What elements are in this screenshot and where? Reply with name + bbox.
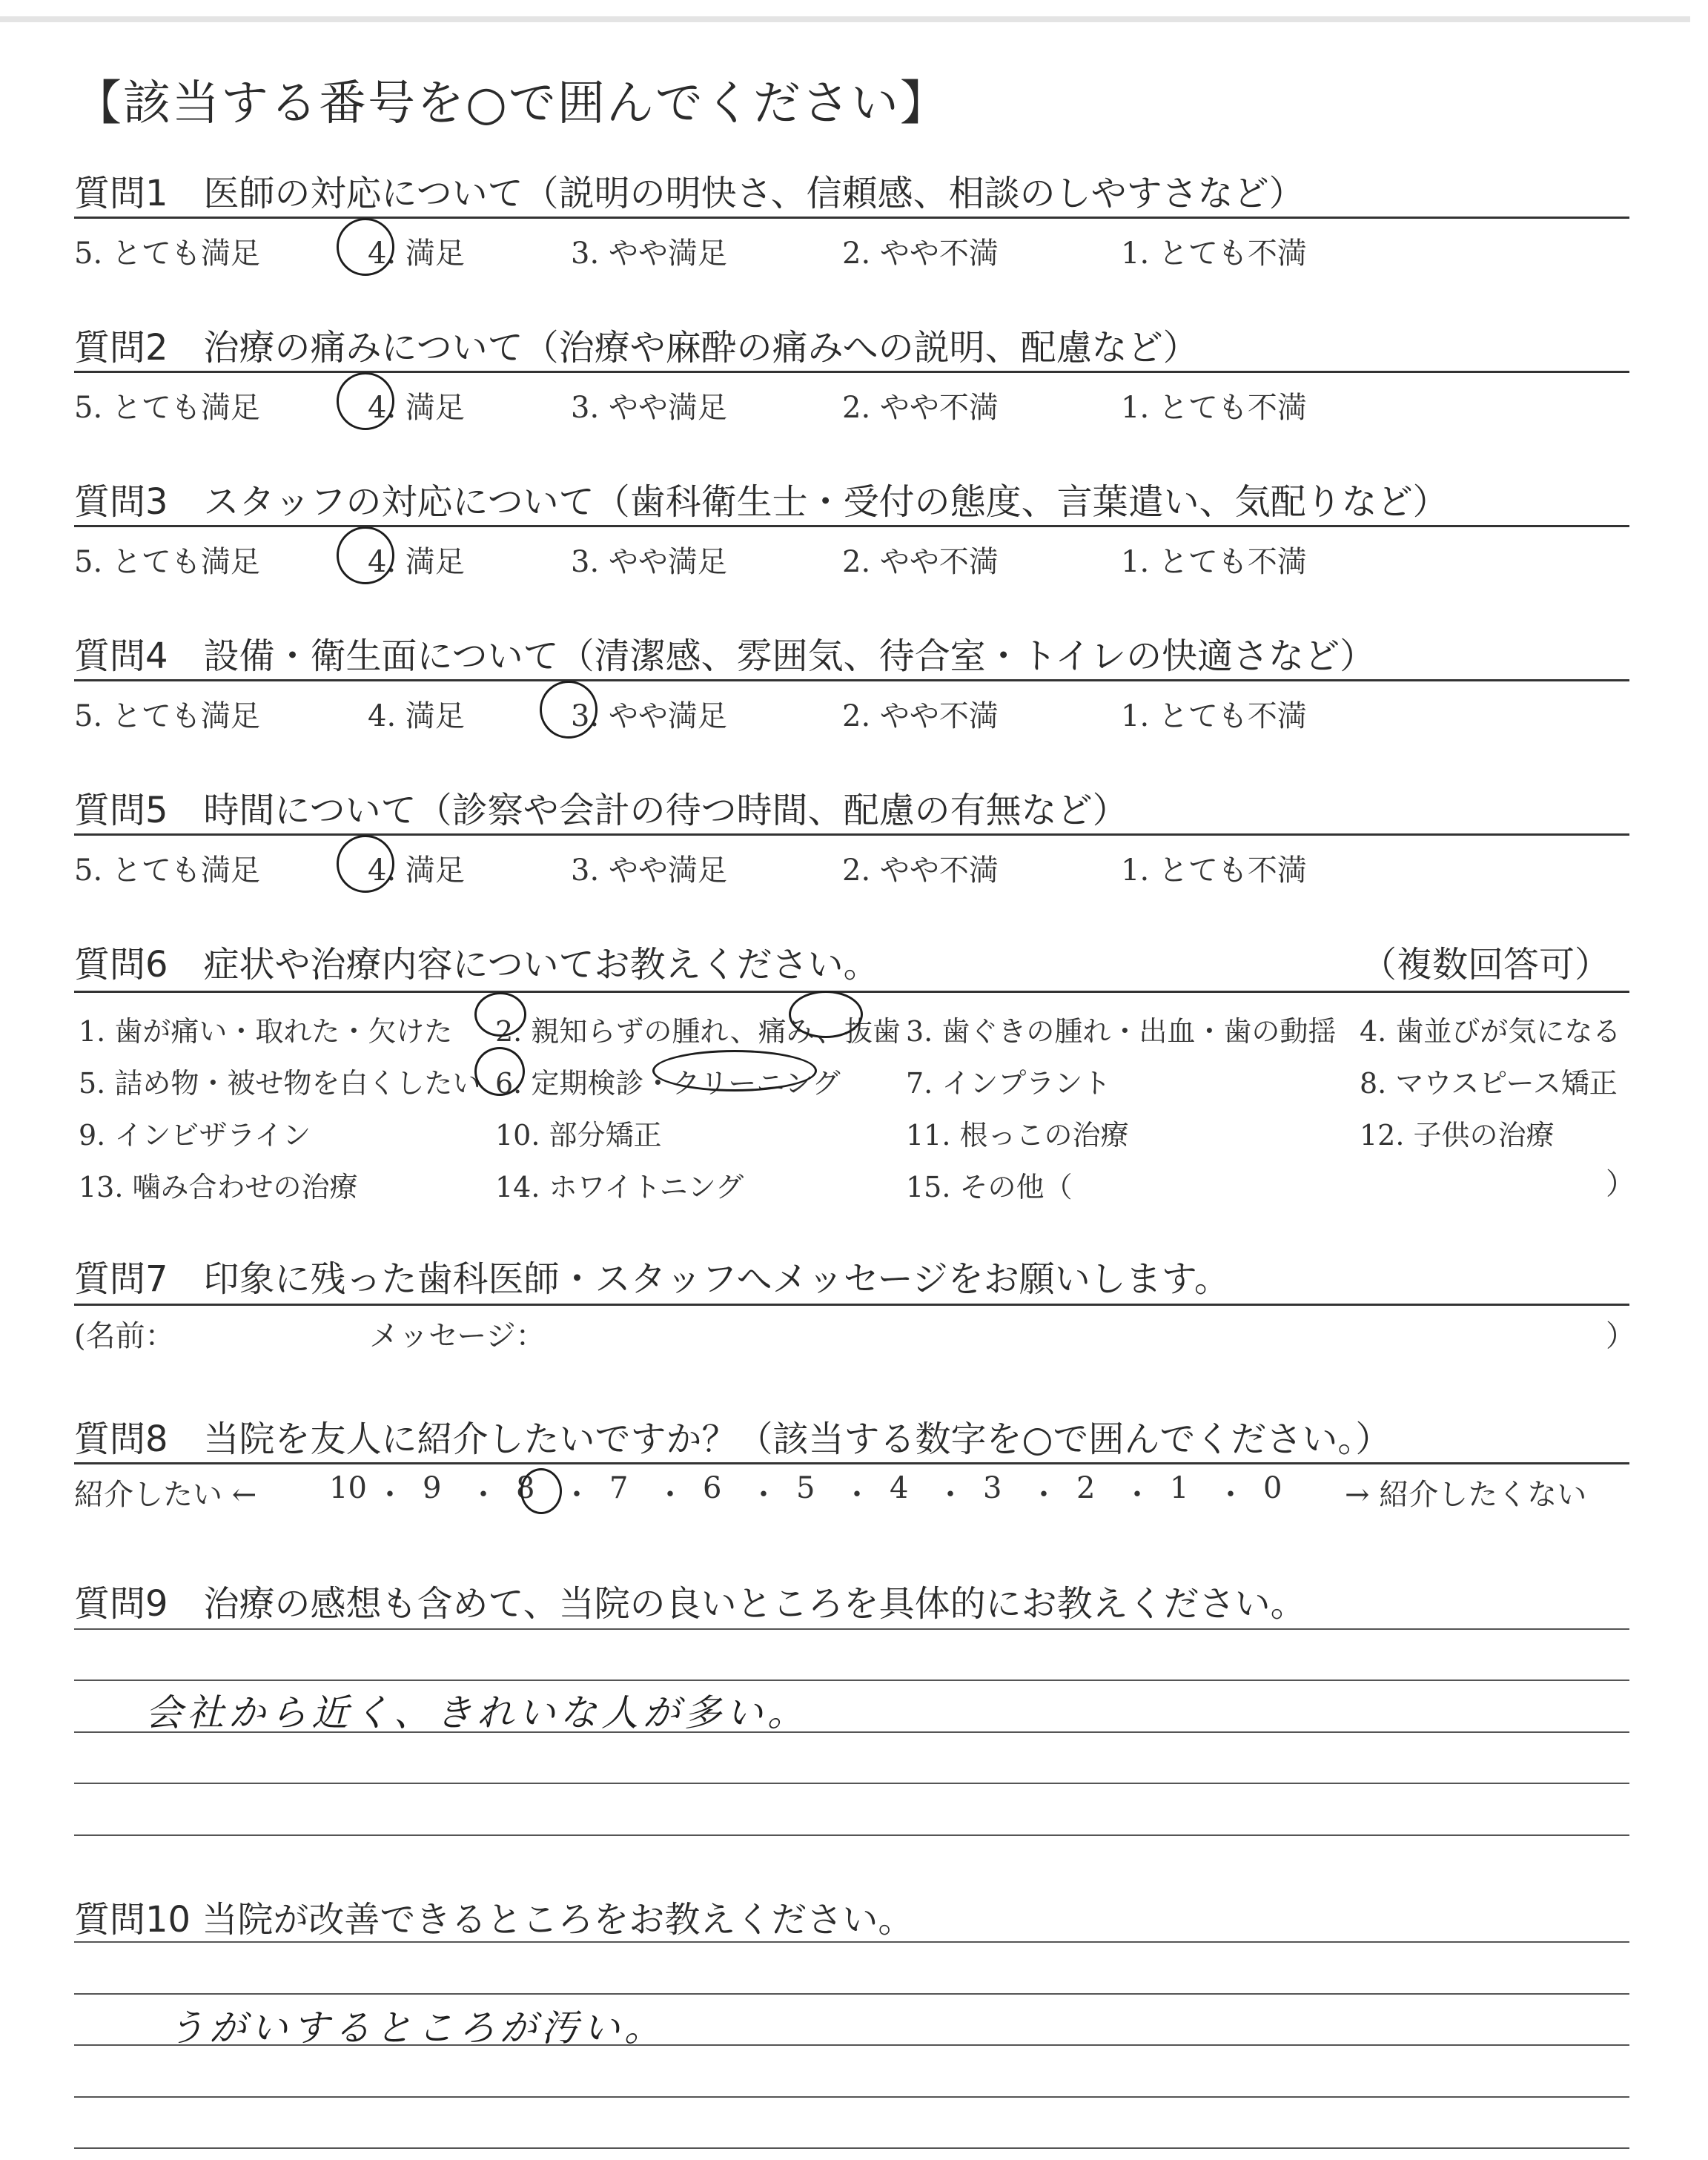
q5-option-5: 5. とても満足	[74, 853, 260, 888]
q6-option-9: 9. インビザライン	[79, 1119, 311, 1152]
q8-scale-3: 3	[983, 1471, 1002, 1505]
q1-option-2: 2. やや不満	[842, 237, 999, 271]
q8-scale-separator: ・	[1216, 1478, 1245, 1512]
q7-close-paren: ）	[1606, 1319, 1635, 1353]
q6-note: （複数回答可）	[1361, 944, 1611, 985]
q8-scale-separator: ・	[469, 1478, 498, 1512]
q8-rule	[74, 1462, 1629, 1464]
q6-selection-circle-2	[474, 992, 526, 1037]
q10-title: 質問10 当院が改善できるところをお教えください。	[74, 1899, 914, 1941]
q2-option-5: 5. とても満足	[74, 391, 260, 425]
q6-option-13: 13. 噛み合わせの治療	[79, 1171, 358, 1203]
q3-option-4: 4. 満足	[368, 545, 465, 579]
q6-option-15: 15. その他（	[906, 1171, 1073, 1203]
q4-title: 質問4 設備・衛生面について（清潔感、雰囲気、待合室・トイレの快適さなど）	[74, 635, 1376, 677]
q9-line	[74, 1783, 1629, 1784]
q8-scale-separator: ・	[655, 1478, 685, 1512]
q1-option-1: 1. とても不満	[1121, 237, 1307, 271]
q5-selection-circle	[337, 835, 394, 893]
q6-option-7: 7. インプラント	[906, 1067, 1111, 1100]
q9-line	[74, 1628, 1629, 1630]
q9-title: 質問9 治療の感想も含めて、当院の良いところを具体的にお教えください。	[74, 1583, 1306, 1625]
q5-option-1: 1. とても不満	[1121, 853, 1307, 888]
q1-title: 質問1 医師の対応について（説明の明快さ、信頼感、相談のしやすさなど）	[74, 173, 1305, 214]
q8-scale-separator: ・	[842, 1478, 872, 1512]
q2-option-2: 2. やや不満	[842, 391, 999, 425]
q6-rule	[74, 991, 1629, 993]
q8-scale-10: 10	[329, 1471, 367, 1505]
q4-option-2: 2. やや不満	[842, 699, 999, 733]
q8-scale-5: 5	[796, 1471, 815, 1505]
q8-scale-1: 1	[1170, 1471, 1189, 1505]
scan-top-edge	[0, 16, 1690, 22]
q8-scale-6: 6	[703, 1471, 722, 1505]
q6-option-10: 10. 部分矯正	[495, 1119, 662, 1152]
q5-rule	[74, 833, 1629, 836]
q6-option-5: 5. 詰め物・被せ物を白くしたい	[79, 1067, 481, 1100]
q6-option-14: 14. ホワイトニング	[495, 1171, 744, 1203]
q1-selection-circle	[337, 218, 394, 276]
q6-selection-circle-6	[474, 1047, 525, 1096]
q9-handwritten-answer: 会社から近く、きれいな人が多い。	[145, 1691, 809, 1734]
q6-option-12: 12. 子供の治療	[1360, 1119, 1555, 1152]
q6-option-1: 1. 歯が痛い・取れた・欠けた	[79, 1015, 453, 1048]
q1-option-4: 4. 満足	[368, 237, 465, 271]
q7-message-label: メッセージ：	[369, 1319, 546, 1353]
q8-scale-0: 0	[1263, 1471, 1282, 1505]
q3-option-2: 2. やや不満	[842, 545, 999, 579]
q6-option-11: 11. 根っこの治療	[906, 1119, 1129, 1152]
q6-selection-circle-extraction	[789, 991, 863, 1038]
q3-option-3: 3. やや満足	[571, 545, 727, 579]
q5-option-3: 3. やや満足	[571, 853, 727, 888]
form-header: 【該当する番号を○で囲んでください】	[74, 76, 949, 131]
q6-selection-circle-cleaning	[652, 1050, 817, 1091]
q10-line	[74, 2096, 1629, 2098]
q8-scale-separator: ・	[1029, 1478, 1059, 1512]
q2-option-4: 4. 満足	[368, 391, 465, 425]
q8-scale-7: 7	[609, 1471, 629, 1505]
q8-scale-separator: ・	[375, 1478, 405, 1512]
q8-scale-4: 4	[890, 1471, 909, 1505]
q8-right-label: → 紹介したくない	[1345, 1478, 1587, 1512]
q8-scale-2: 2	[1076, 1471, 1096, 1505]
q10-line	[74, 2147, 1629, 2149]
q3-selection-circle	[337, 526, 394, 584]
q6-option-6: 6. 定期検診・クリーニング	[495, 1067, 841, 1100]
q4-option-5: 5. とても満足	[74, 699, 260, 733]
q9-line	[74, 1834, 1629, 1836]
q7-name-label: (名前：	[74, 1319, 175, 1353]
q8-scale-separator: ・	[562, 1478, 592, 1512]
q4-selection-circle	[540, 681, 598, 739]
q2-option-3: 3. やや満足	[571, 391, 727, 425]
q4-rule	[74, 679, 1629, 681]
q9-line	[74, 1680, 1629, 1681]
q8-title: 質問8 当院を友人に紹介したいですか？（該当する数字を○で囲んでください。）	[74, 1418, 1391, 1460]
q6-close-paren: ）	[1606, 1167, 1635, 1201]
q5-option-2: 2. やや不満	[842, 853, 999, 888]
q6-option-3: 3. 歯ぐきの腫れ・出血・歯の動揺	[906, 1015, 1337, 1048]
q8-scale-separator: ・	[749, 1478, 778, 1512]
q2-option-1: 1. とても不満	[1121, 391, 1307, 425]
q2-selection-circle	[337, 372, 394, 430]
q2-rule	[74, 371, 1629, 373]
q4-option-1: 1. とても不満	[1121, 699, 1307, 733]
q3-option-1: 1. とても不満	[1121, 545, 1307, 579]
q8-scale-8: 8	[516, 1471, 535, 1505]
q8-scale-separator: ・	[936, 1478, 965, 1512]
q4-option-3: 3. やや満足	[571, 699, 727, 733]
q1-option-5: 5. とても満足	[74, 237, 260, 271]
q3-title: 質問3 スタッフの対応について（歯科衛生士・受付の態度、言葉遣い、気配りなど）	[74, 481, 1449, 523]
q1-option-3: 3. やや満足	[571, 237, 727, 271]
q8-scale-separator: ・	[1122, 1478, 1152, 1512]
q6-option-2: 2. 親知らずの腫れ、痛み、抜歯	[495, 1015, 901, 1048]
q6-option-8: 8. マウスピース矯正	[1360, 1067, 1618, 1100]
q6-option-4: 4. 歯並びが気になる	[1360, 1015, 1621, 1048]
q1-rule	[74, 217, 1629, 219]
q8-scale-9: 9	[423, 1471, 442, 1505]
q7-title: 質問7 印象に残った歯科医師・スタッフへメッセージをお願いします。	[74, 1258, 1230, 1300]
q10-handwritten-answer: うがいするところが汚い。	[168, 2007, 666, 2050]
q2-title: 質問2 治療の痛みについて（治療や麻酔の痛みへの説明、配慮など）	[74, 327, 1199, 369]
q8-left-label: 紹介したい ←	[74, 1478, 257, 1512]
q8-selection-circle	[520, 1468, 562, 1514]
q7-rule	[74, 1304, 1629, 1306]
q10-line	[74, 1993, 1629, 1995]
q4-option-4: 4. 満足	[368, 699, 465, 733]
q5-option-4: 4. 満足	[368, 853, 465, 888]
q6-title: 質問6 症状や治療内容についてお教えください。	[74, 944, 879, 985]
q5-title: 質問5 時間について（診察や会計の待つ時間、配慮の有無など）	[74, 790, 1128, 831]
q3-rule	[74, 525, 1629, 527]
q10-line	[74, 1941, 1629, 1943]
q3-option-5: 5. とても満足	[74, 545, 260, 579]
